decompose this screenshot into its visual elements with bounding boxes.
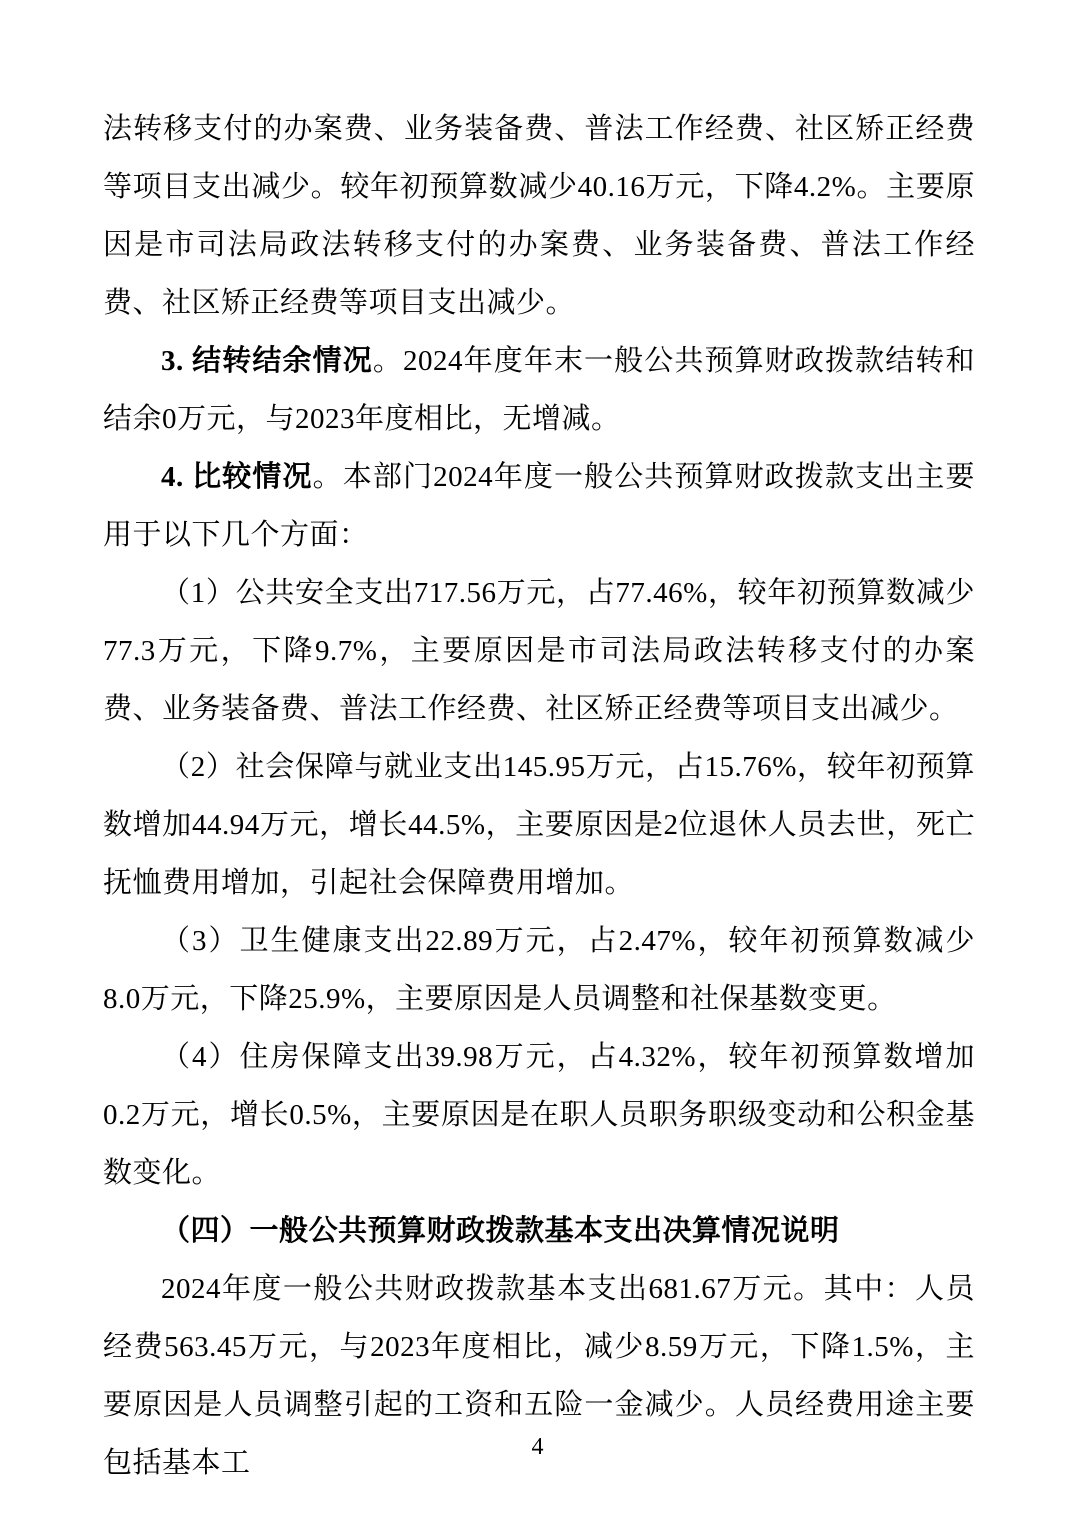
paragraph <box>103 912 975 1028</box>
page-number: 4 <box>531 1434 544 1460</box>
paragraph <box>103 448 975 564</box>
text-run: （四）一般公共预算财政拨款基本支出决算情况说明 <box>161 1215 840 1247</box>
paragraph <box>103 1028 975 1202</box>
text-run: 3. 结转结余情况 <box>161 345 373 377</box>
text-run: （3）卫生健康支出22.89万元，占2.47%，较年初预算数减少8.0万元，下降25.9%，主要原因是人员调整和社保基数变更。 <box>103 925 975 1015</box>
document-body <box>103 100 975 1492</box>
text-run: 2024年度一般公共财政拨款基本支出681.67万元。其中：人员经费563.45万元，与2023年度相比，减少8.59万元，下降1.5%，主要原因是人员调整引起的工资和五险一金减少。人员经费用途主要包括基本工 <box>103 1273 975 1479</box>
paragraph <box>103 738 975 912</box>
text-run: （1）公共安全支出717.56万元，占77.46%，较年初预算数减少77.3万元，下降9.7%，主要原因是市司法局政法转移支付的办案费、业务装备费、普法工作经费、社区矫正经费等项目支出减少。 <box>103 577 975 725</box>
text-run: 。2024年度年末一般公共预算财政拨款结转和结余0万元，与2023年度相比，无增减。 <box>103 345 975 435</box>
paragraph <box>103 1202 975 1260</box>
text-run: 法转移支付的办案费、业务装备费、普法工作经费、社区矫正经费等项目支出减少。较年初预算数减少40.16万元，下降4.2%。主要原因是市司法局政法转移支付的办案费、业务装备费、普法工作经费、社区矫正经费等项目支出减少。 <box>103 113 975 319</box>
page-footer <box>0 1432 1075 1462</box>
paragraph <box>103 100 975 332</box>
text-run: （2）社会保障与就业支出145.95万元，占15.76%，较年初预算数增加44.94万元，增长44.5%，主要原因是2位退休人员去世，死亡抚恤费用增加，引起社会保障费用增加。 <box>103 751 975 899</box>
paragraph <box>103 564 975 738</box>
text-run: （4）住房保障支出39.98万元，占4.32%，较年初预算数增加0.2万元，增长0.5%，主要原因是在职人员职务职级变动和公积金基数变化。 <box>103 1041 975 1189</box>
text-run: 4. 比较情况 <box>161 461 313 493</box>
paragraph <box>103 332 975 448</box>
text-run: 。本部门2024年度一般公共预算财政拨款支出主要用于以下几个方面： <box>103 461 975 551</box>
